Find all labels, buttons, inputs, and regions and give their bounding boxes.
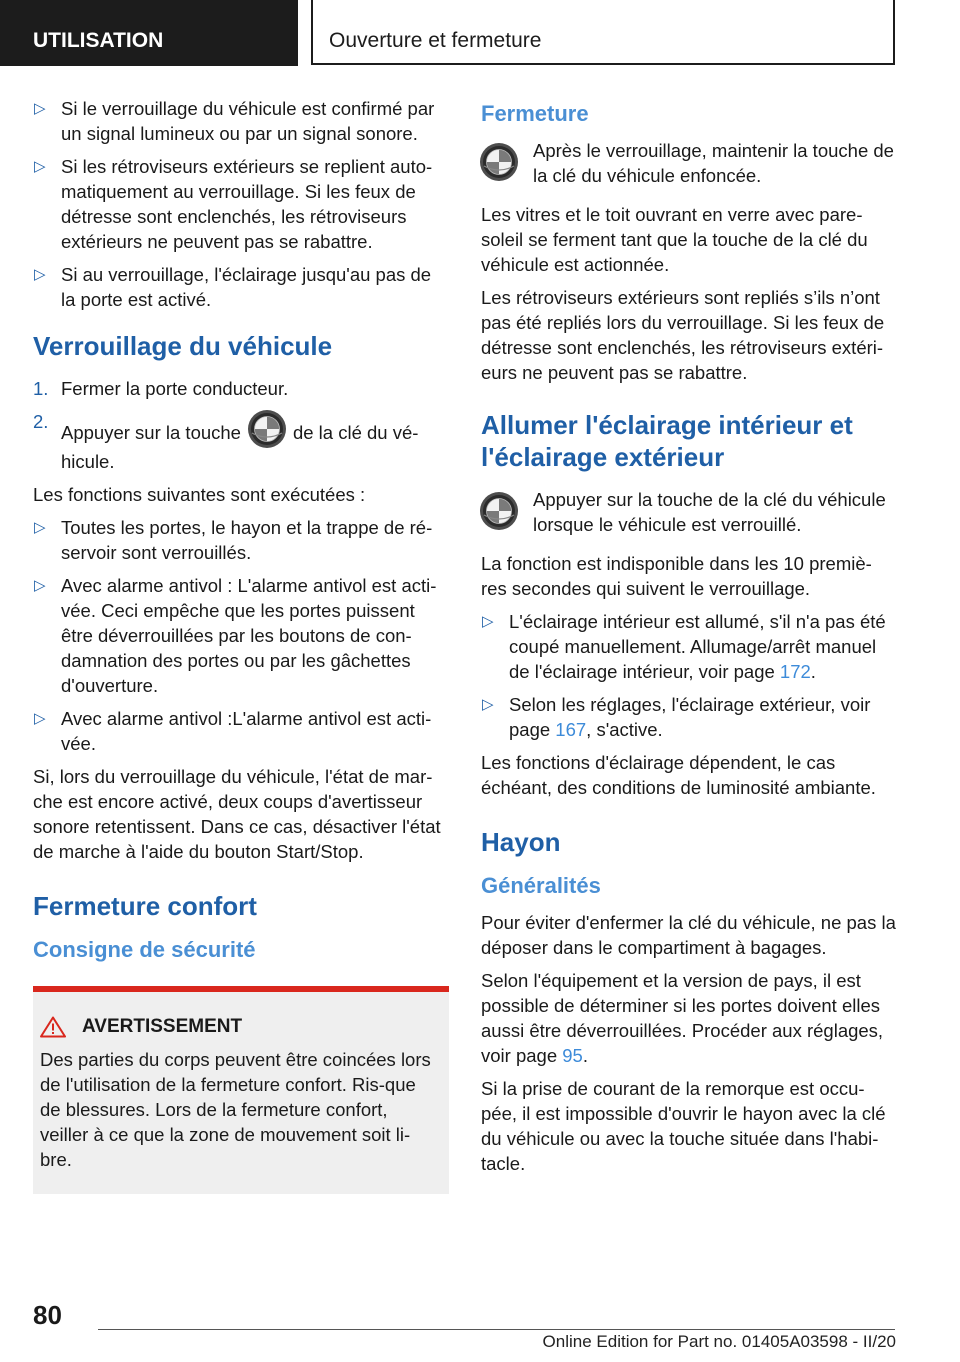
right-column <box>481 100 897 1184</box>
heading-verrouillage: Verrouillage du véhicule <box>33 331 333 361</box>
paragraph: Les rétroviseurs extérieurs sont repliés s’ils n’ont pas été repliés lors du verrouillage. Si les feux de détresse sont enclenchés, les rétroviseurs extéri-eurs ne peuvent pas se rabattre. <box>481 287 885 383</box>
warning-title: AVERTISSEMENT <box>40 1014 439 1039</box>
page-link[interactable]: 95 <box>562 1045 583 1066</box>
warning-triangle-icon <box>40 1016 66 1038</box>
section-label: UTILISATION <box>0 0 298 66</box>
heading-hayon: Hayon <box>481 827 561 857</box>
key-lock-button-icon <box>479 142 519 182</box>
page-number: 80 <box>33 1300 62 1330</box>
list-item: ▷ Avec alarme antivol :L'alarme antivol est acti-vée. <box>34 708 432 754</box>
page-link[interactable]: 172 <box>779 661 811 682</box>
triangle-bullet-icon: ▷ <box>34 710 46 727</box>
paragraph: Les fonctions d'éclairage dépendent, le cas échéant, des conditions de luminosité ambiante. <box>481 752 876 798</box>
list-item: ▷ Toutes les portes, le hayon et la trappe de ré-servoir sont verrouillés. <box>34 517 433 563</box>
heading-allumer-eclairage: Allumer l'éclairage intérieur et l'éclairage extérieur <box>481 410 853 472</box>
triangle-bullet-icon: ▷ <box>34 519 46 536</box>
paragraph: Pour éviter d'enfermer la clé du véhicule, ne pas la déposer dans le compartiment à bagages. <box>481 912 896 958</box>
paragraph: Si, lors du verrouillage du véhicule, l'état de mar-che est encore activé, deux coups d'avertisseur sonore retentissent. Dans ce cas, désactiver l'état de marche à l'aide du bouton Start/Stop. <box>33 766 441 862</box>
paragraph: Les fonctions suivantes sont exécutées : <box>33 484 366 505</box>
heading-generalites: Généralités <box>481 873 601 898</box>
key-lock-button-icon <box>479 491 519 531</box>
chapter-label: Ouverture et fermeture <box>311 0 895 65</box>
list-item: ▷ Si les rétroviseurs extérieurs se replient auto-matiquement au verrouillage. Si les feux de détresse sont enclenchés, les rétroviseurs extérieurs ne peuvent pas se rabattre. <box>34 156 433 252</box>
warning-text: Des parties du corps peuvent être coincées lors de l'utilisation de la fermeture confort. Ris-que de blessures. Lors de la fermeture confort, veiller à ce que la zone de mouvement soit li-bre. <box>40 1049 431 1170</box>
triangle-bullet-icon: ▷ <box>34 266 46 283</box>
triangle-bullet-icon: ▷ <box>482 613 494 630</box>
heading-fermeture: Fermeture <box>481 101 589 126</box>
list-item: ▷ Selon les réglages, l'éclairage extérieur, voir page 167, s'active. <box>482 694 871 740</box>
triangle-bullet-icon: ▷ <box>34 100 46 117</box>
list-item: ▷ L'éclairage intérieur est allumé, s'il n'a pas été coupé manuellement. Allumage/arrêt manuel de l'éclairage intérieur, voir page 172. <box>482 611 886 682</box>
paragraph: Les vitres et le toit ouvrant en verre avec pare-soleil se ferment tant que la touche de la clé du véhicule est actionnée. <box>481 204 868 275</box>
bullet-list-eclairage <box>481 609 897 742</box>
bullet-list-confirmation <box>33 96 449 312</box>
step-item: 1. Fermer la porte conducteur. <box>33 378 289 399</box>
list-item: ▷ Avec alarme antivol : L'alarme antivol est acti-vée. Ceci empêche que les portes puissent être déverrouillées par les boutons de con-damnation des portes ou par les gâchettes d'ouverture. <box>34 575 437 696</box>
step-number: 1. <box>33 378 49 399</box>
edition-footer: Online Edition for Part no. 01405A03598 - II/20 <box>542 1332 896 1351</box>
heading-consigne: Consigne de sécurité <box>33 937 256 962</box>
triangle-bullet-icon: ▷ <box>482 696 494 713</box>
triangle-bullet-icon: ▷ <box>34 158 46 175</box>
heading-fermeture-confort: Fermeture confort <box>33 891 257 921</box>
page-link[interactable]: 167 <box>555 719 587 740</box>
paragraph: Selon l'équipement et la version de pays, il est possible de déterminer si les portes doivent elles aussi être déverrouillées. Procéder aux réglages, voir page 95. <box>481 970 884 1066</box>
paragraph: Si la prise de courant de la remorque est occu-pée, il est impossible d'ouvrir le hayon avec la clé du véhicule ou avec la touche située dans l'habi-tacle. <box>481 1078 886 1174</box>
list-item: ▷ Si le verrouillage du véhicule est confirmé par un signal lumineux ou par un signal sonore. <box>34 98 435 144</box>
bullet-list-functions <box>33 515 449 756</box>
numbered-steps <box>33 376 449 474</box>
footer-divider <box>98 1329 895 1330</box>
icon-paragraph: Après le verrouillage, maintenir la touche de la clé du véhicule enfoncée. <box>481 138 897 190</box>
step-number: 2. <box>33 411 49 432</box>
icon-paragraph: Appuyer sur la touche de la clé du véhicule lorsque le véhicule est verrouillé. <box>481 487 897 539</box>
page-header <box>0 0 960 66</box>
key-lock-button-icon <box>247 409 287 449</box>
triangle-bullet-icon: ▷ <box>34 577 46 594</box>
list-item: ▷ Si au verrouillage, l'éclairage jusqu'au pas de la porte est activé. <box>34 264 432 310</box>
step-item: 2. Appuyer sur la touche de la clé du vé-hicule. <box>33 411 419 472</box>
warning-box <box>33 986 449 1194</box>
left-column <box>33 96 449 1194</box>
paragraph: La fonction est indisponible dans les 10 premiè-res secondes qui suivent le verrouillage. <box>481 553 872 599</box>
